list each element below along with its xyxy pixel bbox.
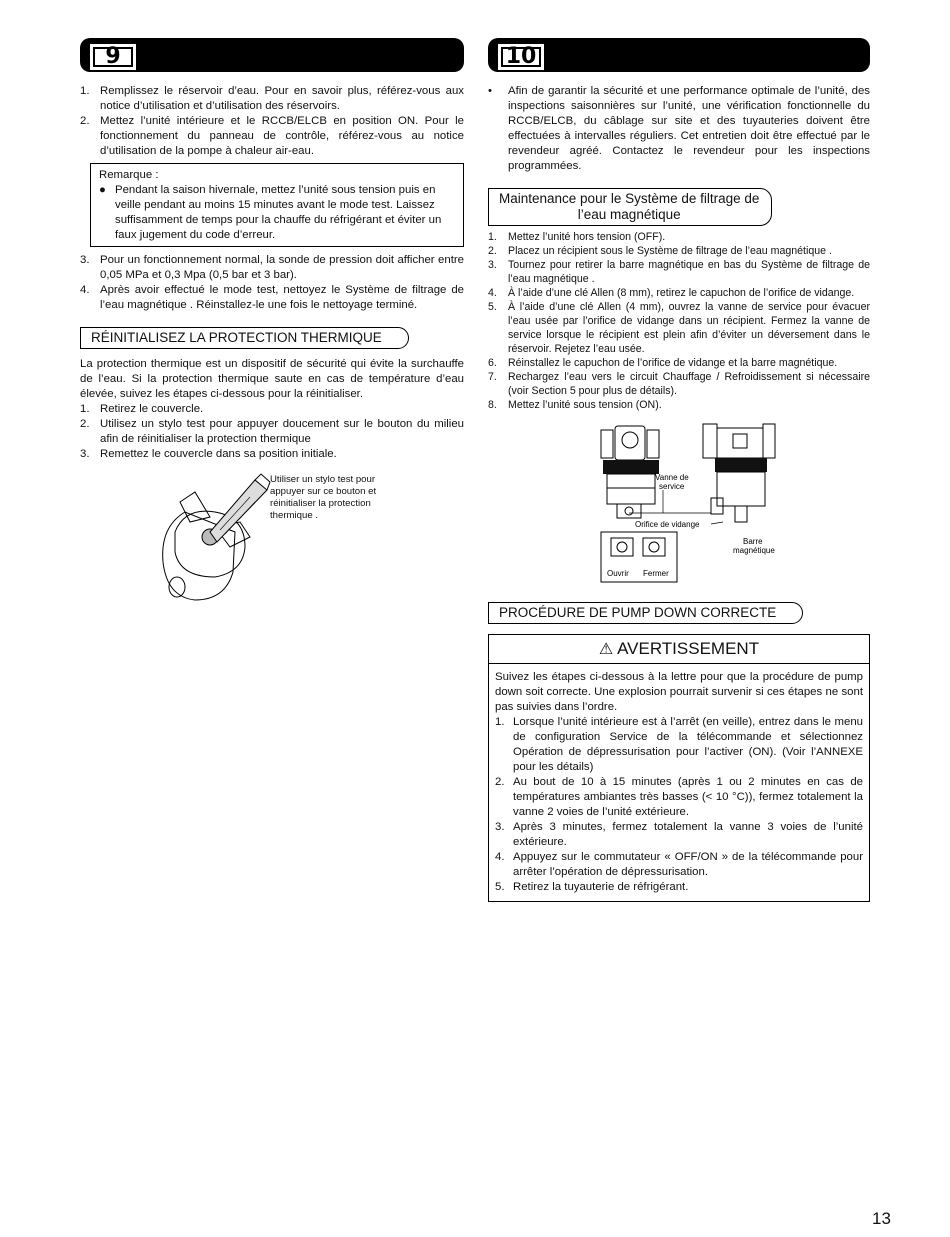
warning-body [489,664,869,901]
list-item: 6. Réinstallez le capuchon de l’orifice de vidange et la barre magnétique. [488,357,838,369]
list-item: 3. Remettez le couvercle dans sa position initiale. [80,448,337,460]
list-item: 4. Après avoir effectué le mode test, nettoyez le Système de filtrage de l’eau magnétique . Réinstallez-le une fois le nettoyage terminé. [80,284,464,311]
label-magnetique: magnétique [733,546,775,555]
filter-right-illustration [703,424,775,522]
label-orifice-de-vidange: Orifice de vidange [635,520,700,529]
list-item: 5. À l’aide d’une clé Allen (4 mm), ouvrez la vanne de service pour évacuer l’eau usée par l’orifice de vidange dans un récipient. Fermez la vanne de service lorsque le récipient est plein afin d’éviter un déversement dans le réservoir. Rejetez l’eau usée. [488,301,870,355]
warning-steps [495,715,863,895]
thermal-protector-illustration [155,472,275,602]
warning-intro: Suivez les étapes ci-dessous à la lettre pour que la procédure de pump down soit correcte. Une explosion pourrait survenir si ces étapes ne sont pas suivies dans l’ordre. [495,671,863,713]
list-item: 1. Mettez l’unité hors tension (OFF). [488,231,666,243]
warning-triangle-icon: ⚠ [598,641,614,658]
note-box [90,163,464,247]
thermal-protection-title: RÉINITIALISEZ LA PROTECTION THERMIQUE [80,327,409,349]
label-barre: Barre [743,537,763,546]
list-item: 3. Après 3 minutes, fermez totalement la vanne 3 voies de l’unité extérieure. [495,821,863,848]
label-fermer: Fermer [643,569,669,578]
page-number: 13 [872,1209,891,1228]
label-ouvrir: Ouvrir [607,569,629,578]
list-item: 2. Au bout de 10 à 15 minutes (après 1 ou 2 minutes en cas de températures ambiantes très basses (< 10 °C)), fermez totalement la vanne 2 voies de l’unité extérieure. [495,776,863,818]
list-item: 3. Pour un fonctionnement normal, la sonde de pression doit afficher entre 0,05 MPa et 0,3 Mpa (0,5 bar et 3 bar). [80,254,464,281]
section-10 [488,38,870,902]
filter-left-illustration [601,426,659,518]
list-item: 1. Retirez le couvercle. [80,403,204,415]
list-item: 7. Rechargez l’eau vers le circuit Chauffage / Refroidissement si nécessaire (voir Section 5 pour plus de détails). [488,371,870,397]
thermal-figure [80,472,464,607]
magnetic-filter-maintenance-title: Maintenance pour le Système de filtrage de l’eau magnétique [488,188,772,226]
section-9-number: 9 [90,44,136,70]
warning-title: AVERTISSEMENT [617,639,760,658]
section-9 [80,38,464,607]
label-service: service [659,482,685,491]
warning-box [488,634,870,902]
bullet-icon: ● [99,184,106,196]
list-item: 2. Placez un récipient sous le Système de filtrage de l’eau magnétique . [488,245,832,257]
section-9-steps-a [80,84,464,159]
label-vanne-de: Vanne de [655,473,689,482]
list-item: 2. Utilisez un stylo test pour appuyer doucement sur le bouton du milieu afin de réinitialiser la protection thermique [80,418,464,445]
list-item: 4. Appuyez sur le commutateur « OFF/ON » de la télécommande pour arrêter l’opération de dépressurisation. [495,851,863,878]
note-title: Remarque : [99,169,159,181]
list-item: 3. Tournez pour retirer la barre magnétique en bas du Système de filtrage de l’eau magnétique . [488,259,870,285]
maintenance-steps [488,230,870,412]
valve-open-icon [611,538,633,556]
section-9-steps-b [80,253,464,313]
thermal-figure-caption: Utiliser un stylo test pour appuyer sur ce bouton et réinitialiser la protection thermique . [270,474,377,521]
list-item: 8. Mettez l’unité sous tension (ON). [488,399,662,411]
valve-close-icon [643,538,665,556]
list-item: 1. Remplissez le réservoir d’eau. Pour en savoir plus, référez-vous aux notice d’utilisation et d’utilisation des réservoirs. [80,85,464,112]
warning-header [489,635,869,664]
section-10-header [488,38,870,72]
thermal-steps [80,402,464,462]
list-item: 5. Retirez la tuyauterie de réfrigérant. [495,881,689,893]
note-bullet: ● Pendant la saison hivernale, mettez l’unité sous tension puis en veille pendant au moins 15 minutes avant le mode test. Laissez suffisamment de temps pour la chauffe du réfrigérant et éviter un faux jugement du code d’erreur. [99,184,442,241]
thermal-intro: La protection thermique est un dispositif de sécurité qui évite la surchauffe de l’eau. Si la protection thermique saute en cas de température d’eau élevée, suivez les étapes ci-dessous pour la réinitialiser. [80,358,464,400]
magnetic-filter-diagram [593,418,783,588]
list-item: 4. À l’aide d’une clé Allen (8 mm), retirez le capuchon de l’orifice de vidange. [488,287,855,299]
list-item: 1. Lorsque l’unité intérieure est à l’arrêt (en veille), entrez dans le menu de configuration Service de la télécommande et sélectionnez Opération de dépressurisation pour l’activer (ON). (Voir l’ANNEXE pour les détails) [495,716,863,773]
bullet-icon: • [488,85,492,97]
maintenance-intro: • Afin de garantir la sécurité et une performance optimale de l’unité, des inspections saisonnières sur l’unité, une vérification fonctionnelle du RCCB/ELCB, du câblage sur site et des tuyauteries doivent être effectuées à intervalles réguliers. Cet entretien doit être effectué par le revendeur agréé. Contactez le revendeur pour les inspections programmées. [488,85,870,172]
pump-down-title: PROCÉDURE DE PUMP DOWN CORRECTE [488,602,803,624]
section-9-header [80,38,464,72]
list-item: 2. Mettez l’unité intérieure et le RCCB/ELCB en position ON. Pour le fonctionnement du panneau de contrôle, référez-vous au notice d’utilisation de la pompe à chaleur air-eau. [80,115,464,157]
section-10-number: 10 [498,44,544,70]
